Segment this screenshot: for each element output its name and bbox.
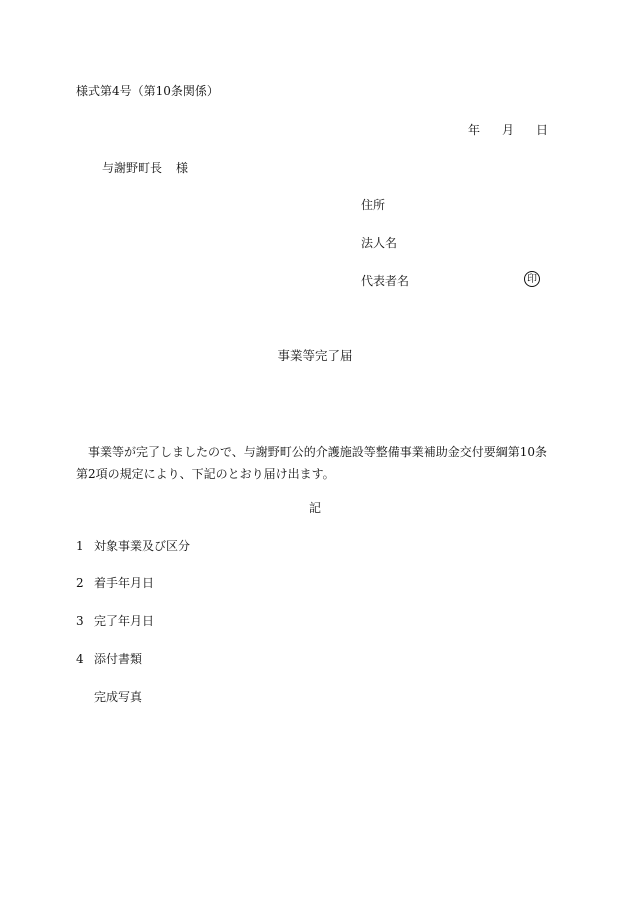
date-month-label: 月 <box>502 123 515 137</box>
item-number: 4 <box>76 652 84 666</box>
ki-heading: 記 <box>308 501 321 515</box>
item-label: 対象事業及び区分 <box>94 539 191 553</box>
list-item <box>76 575 154 591</box>
document-title: 事業等完了届 <box>277 348 353 363</box>
date-year-label: 年 <box>468 123 481 137</box>
item-number: 3 <box>76 614 84 628</box>
form-number: 様式第4号（第10条関係） <box>76 84 219 98</box>
representative-label: 代表者名 <box>361 274 410 288</box>
body-text: 事業等が完了しましたので、与謝野町公的介護施設等整備事業補助金交付要綱第10条第2項の規定により、下記のとおり届け出ます。 <box>76 445 548 481</box>
address-label: 住所 <box>361 198 386 212</box>
item-label: 着手年月日 <box>94 576 155 590</box>
addressee <box>102 160 188 176</box>
item-number: 2 <box>76 576 84 590</box>
item-number: 1 <box>76 539 84 553</box>
attachment-value: 完成写真 <box>94 690 143 704</box>
addressee-name: 与謝野町長 <box>102 161 163 175</box>
corporation-name-label: 法人名 <box>361 236 398 250</box>
item-label: 完了年月日 <box>94 614 155 628</box>
list-item <box>76 613 154 629</box>
seal-mark: 印 <box>524 271 540 287</box>
date-line <box>468 122 548 138</box>
item-label: 添付書類 <box>94 652 143 666</box>
list-item <box>76 651 142 667</box>
list-item <box>76 538 190 554</box>
date-day-label: 日 <box>536 123 549 137</box>
addressee-honorific: 様 <box>176 161 189 175</box>
